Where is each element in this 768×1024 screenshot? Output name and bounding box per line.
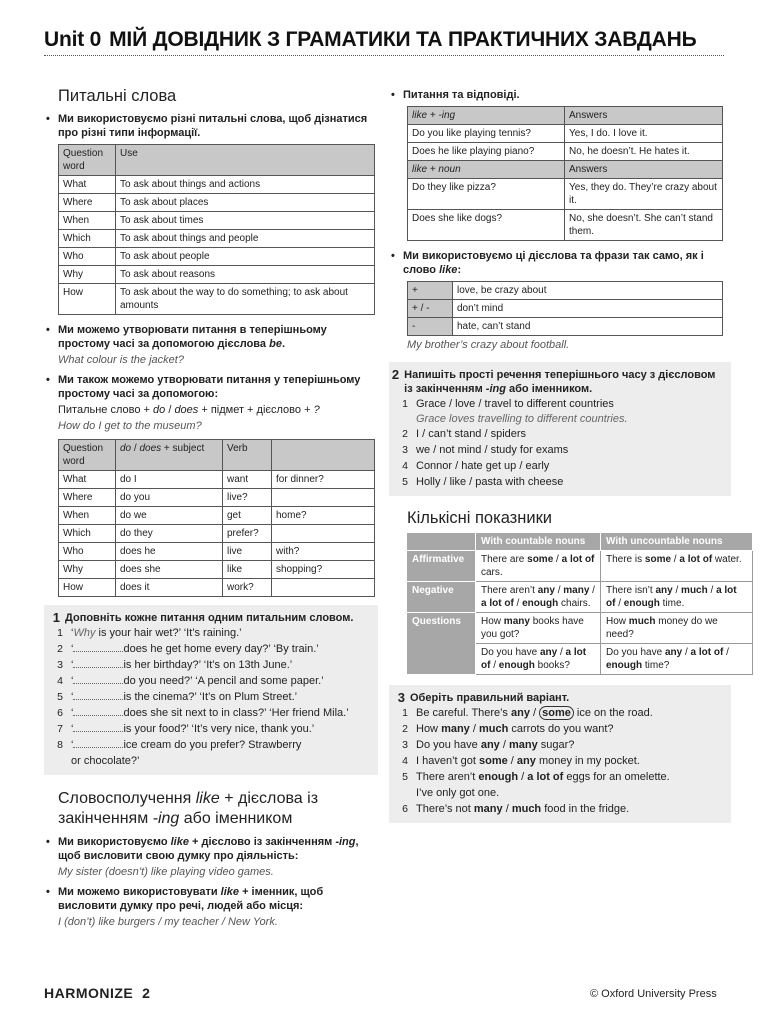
table-row <box>407 582 753 613</box>
table-row <box>59 507 375 525</box>
table-cell <box>272 525 375 543</box>
table-header-row <box>407 533 753 551</box>
table-cell: How many books have you got? <box>476 613 601 644</box>
exercise-number: 2 <box>391 367 400 382</box>
question-words-bullet-2 <box>44 323 378 351</box>
exercise-item <box>44 705 372 721</box>
item-text: There’s not many / much food in the fridge. <box>416 803 630 815</box>
table-cell: do you <box>116 489 223 507</box>
item-text: Holly / like / pasta with cheese <box>416 476 564 488</box>
item-text: There aren’t enough / a lot of eggs for an omelette. <box>416 771 670 783</box>
item-text <box>71 641 372 657</box>
table-row <box>408 179 723 210</box>
item-number: 5 <box>402 476 408 488</box>
example-sentence: My brother’s crazy about football. <box>407 339 570 351</box>
table-cell: There is some / a lot of water. <box>601 551 753 582</box>
item-text: Grace / love / travel to different countries <box>416 398 614 410</box>
table-cell: Why <box>59 266 116 284</box>
exercise-item <box>389 442 723 458</box>
left-column <box>44 86 378 935</box>
option-word[interactable]: many <box>441 723 470 735</box>
item-continuation: I’ve only got one. <box>416 787 500 799</box>
bullet-keyword: like <box>170 836 189 848</box>
exercise-item <box>44 673 372 689</box>
table-cell: + <box>408 282 453 300</box>
table-header-cell <box>407 533 476 551</box>
table-cell: live? <box>223 489 272 507</box>
quote-mark: ‘ <box>71 659 74 671</box>
table-cell: What <box>59 176 116 194</box>
exercise-item <box>44 641 372 657</box>
table-cell: + / - <box>408 300 453 318</box>
item-text <box>71 705 372 721</box>
exercise-instruction: Доповніть кожне питання одним питальним словом. <box>65 612 354 624</box>
brand-logo: HARMONIZE <box>44 985 134 1001</box>
item-number: 6 <box>57 707 63 719</box>
table-cell: work? <box>223 579 272 597</box>
item-question: is your food?’ ‘It’s very nice, thank you.’ <box>123 723 315 735</box>
table-cell: like <box>223 561 272 579</box>
copyright: © Oxford University Press <box>590 988 717 1000</box>
item-number: 4 <box>402 755 408 767</box>
bullet-text: + іменник, щоб висловити думку про речі, людей або місця: <box>58 886 324 912</box>
exercise-item <box>389 753 723 769</box>
table-header-row <box>408 161 723 179</box>
exercise-item <box>44 625 372 641</box>
formula-keyword: does <box>174 404 199 416</box>
table-cell: Do you like playing tennis? <box>408 125 565 143</box>
item-number: 1 <box>402 707 408 719</box>
exercise-item <box>389 801 723 817</box>
table-row <box>59 489 375 507</box>
table-cell <box>272 579 375 597</box>
table-cell: do I <box>116 471 223 489</box>
table-header-cell <box>272 440 375 471</box>
exercise-item <box>389 769 723 785</box>
exercise-instruction: Оберіть правильний варіант. <box>410 692 570 704</box>
table-cell: want <box>223 471 272 489</box>
quantifiers-table <box>406 532 753 675</box>
bullet-text: + дієслово із закінченням <box>188 836 336 848</box>
option-word[interactable]: any <box>480 739 500 751</box>
exercise-2 <box>389 362 731 496</box>
answer-blank[interactable] <box>73 737 123 748</box>
table-cell: don’t mind <box>453 300 723 318</box>
table-row <box>59 525 375 543</box>
exercise-header <box>389 368 723 396</box>
question-words-bullet-3: • Ми також можемо утворювати питання у теперішньому простому часі за допомогою: <box>44 373 378 401</box>
table-header-cell: like + noun <box>408 161 565 179</box>
answer-blank[interactable] <box>73 641 123 652</box>
do-does-table <box>58 439 375 597</box>
table-cell: No, he doesn’t. He hates it. <box>565 143 723 161</box>
table-row <box>407 613 753 644</box>
table-cell: - <box>408 318 453 336</box>
table-cell: Do you have any / a lot of / enough time? <box>601 644 753 675</box>
item-question: does he get home every day?’ ‘By train.’ <box>123 643 319 655</box>
quote-mark: ‘ <box>71 675 74 687</box>
table-cell: What <box>59 471 116 489</box>
table-row <box>408 125 723 143</box>
instruction-keyword: -ing <box>485 383 506 395</box>
like-bullet-1 <box>44 835 378 863</box>
handwritten-answer: Why <box>73 627 96 639</box>
quote-mark: ‘ <box>71 707 74 719</box>
item-number: 2 <box>57 643 63 655</box>
like-bullet-2 <box>44 885 378 913</box>
bullet-text: Ми використовуємо <box>58 836 171 848</box>
exercise-header <box>44 611 372 625</box>
exercise-1 <box>44 605 378 775</box>
table-cell: To ask about times <box>116 212 375 230</box>
table-cell: for dinner? <box>272 471 375 489</box>
option-word[interactable]: many <box>508 739 538 751</box>
row-label: Negative <box>407 582 476 613</box>
option-word[interactable]: a lot of <box>527 771 564 783</box>
item-text: Be careful. There’s any / some ice on the road. <box>416 707 653 719</box>
table-row <box>407 551 753 582</box>
instruction-text: Напишіть прості речення теперішнього часу з дієсловом із закінченням <box>404 369 716 395</box>
quantifiers-heading: Кількісні показники <box>407 509 553 527</box>
table-header-cell: With uncountable nouns <box>601 533 753 551</box>
item-question: is the cinema?’ ‘It’s on Plum Street.’ <box>123 691 298 703</box>
item-text: Connor / hate get up / early <box>416 460 550 472</box>
table-header-row <box>59 440 375 471</box>
answer-blank[interactable] <box>73 689 123 700</box>
table-cell: Where <box>59 194 116 212</box>
table-header-cell: like + -ing <box>408 107 565 125</box>
table-row <box>59 248 375 266</box>
answer-blank[interactable] <box>73 657 123 668</box>
option-word[interactable]: some <box>479 755 508 767</box>
formula-text: / <box>165 404 175 416</box>
exercise-3 <box>389 685 731 823</box>
item-text: we / not mind / study for exams <box>416 444 569 456</box>
table-header-cell <box>116 440 223 471</box>
table-row <box>59 579 375 597</box>
formula-text: Питальне слово + <box>58 404 154 416</box>
table-header-cell: Verb <box>223 440 272 471</box>
item-number: 4 <box>57 675 63 687</box>
item-question: ice cream do you prefer? Strawberry <box>123 739 302 751</box>
circled-option[interactable]: some <box>539 706 574 720</box>
option-word[interactable]: any <box>510 707 530 719</box>
item-question: does she sit next to in class?’ ‘Her friend Mila.’ <box>123 707 349 719</box>
table-cell: do we <box>116 507 223 525</box>
table-cell: Which <box>59 230 116 248</box>
table-cell: How <box>59 579 116 597</box>
exercise-number: 3 <box>397 690 405 705</box>
table-row <box>408 210 723 241</box>
quantifiers-table-wrap <box>412 532 742 675</box>
item-number: 3 <box>402 444 408 456</box>
question-words-bullet-1: • Ми використовуємо різні питальні слова, щоб дізнатися про різні типи інформації. <box>44 112 378 140</box>
table-cell: does it <box>116 579 223 597</box>
table-cell: No, she doesn’t. She can’t stand them. <box>565 210 723 241</box>
bullet-keyword: like <box>220 886 240 898</box>
table-header-cell: Answers <box>565 107 723 125</box>
quote-mark: ‘ <box>71 723 74 735</box>
item-number: 1 <box>402 398 408 410</box>
item-text <box>71 689 372 705</box>
table-cell: get <box>223 507 272 525</box>
item-text <box>71 737 372 753</box>
example-sentence: I (don’t) like burgers / my teacher / New York. <box>58 916 278 928</box>
item-continuation: or chocolate?’ <box>71 755 140 767</box>
item-number: 3 <box>57 659 63 671</box>
table-cell: There isn’t any / much / a lot of / enough time. <box>601 582 753 613</box>
table-cell <box>272 489 375 507</box>
exercise-instruction <box>404 368 723 396</box>
option-word[interactable]: enough <box>478 771 519 783</box>
table-cell: When <box>59 212 116 230</box>
table-header-cell: Question word <box>59 145 116 176</box>
bullet-text: : <box>457 264 462 276</box>
table-cell: To ask about places <box>116 194 375 212</box>
item-question: is her birthday?’ ‘It’s on 13th June.’ <box>123 659 293 671</box>
table-header-cell: Use <box>116 145 375 176</box>
table-row <box>59 266 375 284</box>
bullet-text: , щоб висловити свою думку про діяльність: <box>58 836 359 862</box>
item-text <box>71 657 372 673</box>
quote-mark: ‘ <box>71 739 74 751</box>
table-cell: Who <box>59 543 116 561</box>
table-cell: hate, can’t stand <box>453 318 723 336</box>
item-number: 8 <box>57 739 63 751</box>
table-header-cell: With countable nouns <box>476 533 601 551</box>
heading-keyword: like <box>195 790 220 807</box>
formula-keyword: do <box>153 404 166 416</box>
answer-blank[interactable] <box>73 705 123 716</box>
table-row <box>59 230 375 248</box>
table-cell: Which <box>59 525 116 543</box>
table-cell: prefer? <box>223 525 272 543</box>
item-number: 2 <box>402 723 408 735</box>
table-cell: To ask about people <box>116 248 375 266</box>
example-sentence: How do I get to the museum? <box>58 420 202 432</box>
item-number: 7 <box>57 723 63 735</box>
item-number: 1 <box>57 627 63 639</box>
bullet-text: Ми можемо використовувати <box>58 886 221 898</box>
table-row <box>59 471 375 489</box>
bullet-text: Ми можемо утворювати питання в теперішньому простому часі за допомогою дієслова <box>58 324 327 350</box>
exercise-item <box>389 705 723 721</box>
item-question: do you need?’ ‘A pencil and some paper.’ <box>123 675 324 687</box>
table-cell: home? <box>272 507 375 525</box>
header-text: / <box>131 443 140 454</box>
option-word[interactable]: any <box>516 755 536 767</box>
unit-label: Unit 0 <box>44 28 102 51</box>
table-cell: There aren’t any / many / a lot of / enough chairs. <box>476 582 601 613</box>
header-text: + subject <box>161 443 205 454</box>
same-usage-bullet <box>389 249 731 277</box>
table-cell: Do they like pizza? <box>408 179 565 210</box>
table-cell: Yes, I do. I love it. <box>565 125 723 143</box>
table-row <box>59 284 375 315</box>
like-scale-table <box>407 281 723 336</box>
unit-title: МІЙ ДОВІДНИК З ГРАМАТИКИ ТА ПРАКТИЧНИХ ЗАВДАНЬ <box>109 28 697 51</box>
item-number: 6 <box>402 803 408 815</box>
table-cell: How much money do we need? <box>601 613 753 644</box>
quote-mark: ‘ <box>71 627 74 639</box>
header-keyword: does <box>139 443 162 454</box>
item-text: Do you have any / many sugar? <box>416 739 575 751</box>
exercise-item <box>389 721 723 737</box>
instruction-text: або іменником. <box>505 383 593 395</box>
heading-text: + дієслова із закінченням <box>58 790 319 827</box>
exercise-item <box>389 458 723 474</box>
table-row <box>59 212 375 230</box>
title-divider <box>44 55 724 56</box>
row-label: Questions <box>407 613 476 675</box>
table-cell: Why <box>59 561 116 579</box>
exercise-item <box>44 689 372 705</box>
table-header-row <box>408 107 723 125</box>
heading-text: Словосполучення <box>58 790 196 807</box>
item-question: is your hair wet?’ ‘It’s raining.’ <box>95 627 242 639</box>
table-cell: do they <box>116 525 223 543</box>
handwritten-answer: Grace loves travelling to different countries. <box>416 413 628 425</box>
table-cell: How <box>59 284 116 315</box>
table-row <box>408 143 723 161</box>
header-keyword: do <box>120 443 132 454</box>
table-row <box>408 318 723 336</box>
question-formula <box>58 403 378 417</box>
table-cell: does she <box>116 561 223 579</box>
row-label: Affirmative <box>407 551 476 582</box>
bullet-keyword: like <box>439 264 458 276</box>
formula-keyword: ? <box>313 404 320 416</box>
exercise-item <box>44 737 372 753</box>
table-header-row <box>59 145 375 176</box>
table-cell: Does she like dogs? <box>408 210 565 241</box>
item-number: 2 <box>402 428 408 440</box>
bullet-keyword: -ing <box>335 836 356 848</box>
option-word[interactable]: many <box>473 803 503 815</box>
table-cell: To ask about reasons <box>116 266 375 284</box>
exercise-item <box>389 396 723 412</box>
table-cell: with? <box>272 543 375 561</box>
item-text <box>71 673 372 689</box>
like-answers-table <box>407 106 723 241</box>
table-cell: There are some / a lot of cars. <box>476 551 601 582</box>
table-header-cell: Answers <box>565 161 723 179</box>
exercise-item <box>389 737 723 753</box>
table-cell: does he <box>116 543 223 561</box>
item-text <box>71 721 372 737</box>
item-text: I haven’t got some / any money in my pocket. <box>416 755 640 767</box>
like-heading <box>58 789 378 829</box>
example-sentence: What colour is the jacket? <box>58 354 184 366</box>
exercise-item <box>389 474 723 490</box>
question-words-table <box>58 144 375 315</box>
table-row <box>408 282 723 300</box>
item-text: I / can’t stand / spiders <box>416 428 527 440</box>
quote-mark: ‘ <box>71 691 74 703</box>
table-row <box>59 194 375 212</box>
table-cell: To ask about things and people <box>116 230 375 248</box>
example-sentence: My sister (doesn’t) like playing video games. <box>58 866 274 878</box>
item-text: How many / much carrots do you want? <box>416 723 614 735</box>
exercise-item <box>44 657 372 673</box>
item-number: 5 <box>402 771 408 783</box>
exercise-item <box>389 426 723 442</box>
table-cell: Do you have any / a lot of / enough books? <box>476 644 601 675</box>
table-cell: To ask about the way to do something; to ask about amounts <box>116 284 375 315</box>
exercise-item <box>44 721 372 737</box>
table-header-cell: Question word <box>59 440 116 471</box>
table-cell: Does he like playing piano? <box>408 143 565 161</box>
table-cell: shopping? <box>272 561 375 579</box>
heading-keyword: -ing <box>152 810 180 827</box>
page-title <box>44 28 697 52</box>
formula-text: + підмет + дієслово + <box>198 404 314 416</box>
item-number: 4 <box>402 460 408 472</box>
table-cell: Who <box>59 248 116 266</box>
page-number: 2 <box>142 985 151 1001</box>
item-text <box>71 625 372 641</box>
option-word[interactable]: much <box>478 723 509 735</box>
item-number: 3 <box>402 739 408 751</box>
bullet-text: . <box>281 338 285 350</box>
bullet-text: Ми використовуємо ці дієслова та фрази так само, як і слово <box>403 250 704 276</box>
heading-text: або іменником <box>179 810 293 827</box>
table-row <box>59 176 375 194</box>
table-row <box>59 561 375 579</box>
table-cell: Where <box>59 489 116 507</box>
answer-blank[interactable] <box>73 721 123 732</box>
table-cell: To ask about things and actions <box>116 176 375 194</box>
qa-bullet: • Питання та відповіді. <box>389 88 731 102</box>
table-cell: When <box>59 507 116 525</box>
table-cell: love, be crazy about <box>453 282 723 300</box>
item-number: 5 <box>57 691 63 703</box>
bullet-keyword: be <box>269 338 282 350</box>
table-cell: live <box>223 543 272 561</box>
table-row <box>59 543 375 561</box>
table-cell: Yes, they do. They’re crazy about it. <box>565 179 723 210</box>
option-word[interactable]: much <box>511 803 542 815</box>
footer-brand <box>44 985 150 1001</box>
right-column <box>389 88 742 823</box>
answer-blank[interactable] <box>73 673 123 684</box>
table-row <box>408 300 723 318</box>
question-words-heading: Питальні слова <box>58 87 177 105</box>
exercise-header <box>389 691 723 705</box>
exercise-number: 1 <box>52 610 60 625</box>
quote-mark: ‘ <box>71 643 74 655</box>
